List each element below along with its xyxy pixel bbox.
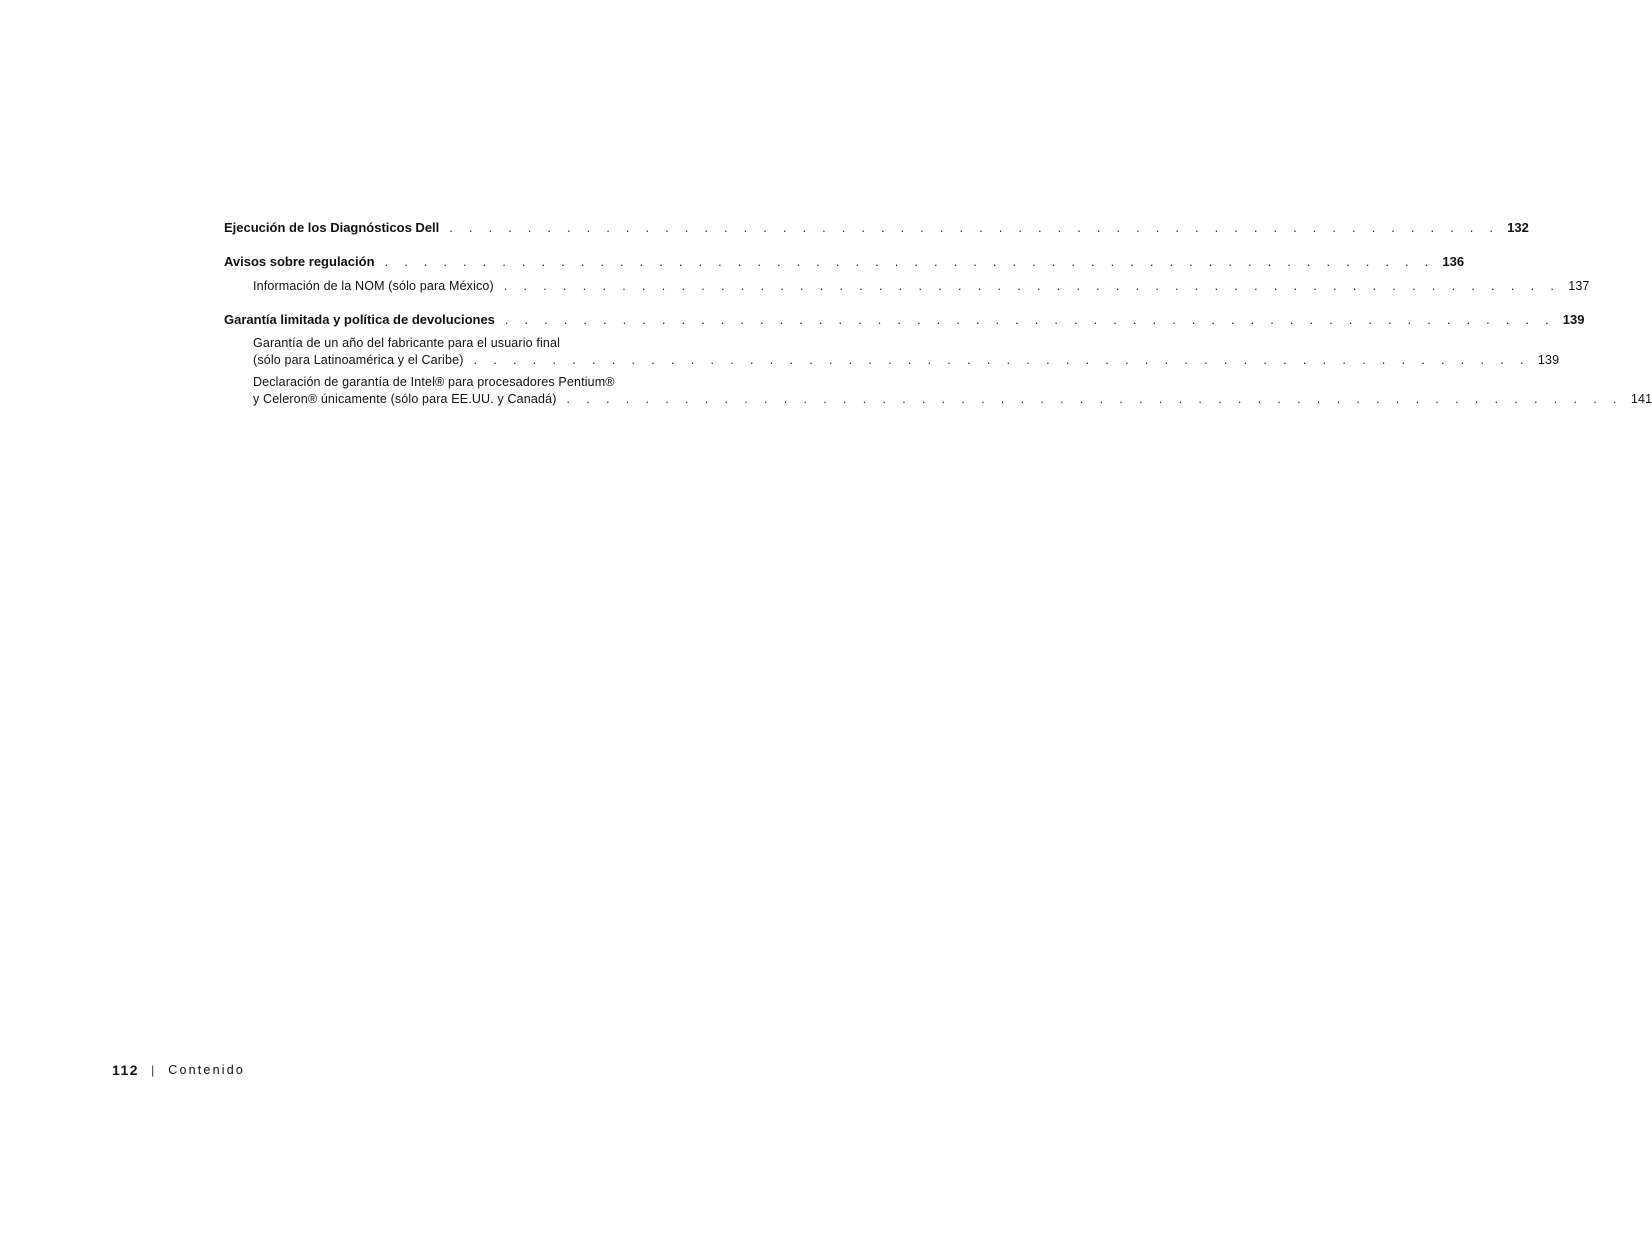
- toc-entry-title-line2: y Celeron® únicamente (sólo para EE.UU. y Canadá): [253, 392, 557, 406]
- toc-entry-diagnosticos[interactable]: [224, 218, 1529, 238]
- toc-entry-title-line1: Garantía de un año del fabricante para el usuario final: [253, 336, 561, 350]
- footer-separator: |: [151, 1063, 155, 1077]
- toc-entry-title: Información de la NOM (sólo para México): [253, 279, 494, 293]
- toc-entry-avisos[interactable]: [224, 252, 1465, 272]
- toc-leader-dots: . . . . . . . . . . . . . . . . . . . . . . . . . . . . . . . . . . . . . . . . . . . . . . . . . . . . . .: [384, 254, 1435, 269]
- toc-entry-page: 132: [1507, 220, 1529, 235]
- toc-entry-page: 139: [1562, 312, 1585, 327]
- toc-leader-dots: . . . . . . . . . . . . . . . . . . . . . . . . . . . . . . . . . . . . . . . . . . . . . . . . . . . . . .: [503, 279, 1561, 293]
- toc-entry-title: Avisos sobre regulación: [224, 254, 375, 269]
- toc-entry-title: Garantía limitada y política de devoluciones: [224, 312, 495, 327]
- page-footer: [112, 1060, 245, 1080]
- toc-entry-page: 137: [1568, 279, 1590, 293]
- toc-leader-dots: . . . . . . . . . . . . . . . . . . . . . . . . . . . . . . . . . . . . . . . . . . . . . . . . . . . . . .: [473, 353, 1530, 367]
- toc-entry-page: 139: [1537, 353, 1560, 367]
- toc-subentry-garantia-intel[interactable]: [224, 374, 1652, 408]
- toc-leader-dots: . . . . . . . . . . . . . . . . . . . . . . . . . . . . . . . . . . . . . . . . . . . . . . . . . . . . . .: [504, 312, 1555, 327]
- toc-entry-page: 136: [1442, 254, 1465, 269]
- toc-leader-dots: . . . . . . . . . . . . . . . . . . . . . . . . . . . . . . . . . . . . . . . . . . . . . . . . . . . . . .: [566, 392, 1623, 406]
- toc-subentry-nom[interactable]: [224, 278, 1590, 295]
- toc-subentry-garantia-fabricante[interactable]: [224, 335, 1560, 369]
- toc-entry-title-line1: Declaración de garantía de Intel® para procesadores Pentium®: [253, 375, 615, 389]
- section-name: Contenido: [168, 1063, 246, 1077]
- toc-leader-dots: . . . . . . . . . . . . . . . . . . . . . . . . . . . . . . . . . . . . . . . . . . . . . . . . . . . . . .: [449, 220, 1500, 235]
- toc-entry-garantia[interactable]: [224, 310, 1585, 330]
- toc-entry-page: 141: [1630, 392, 1652, 406]
- toc-entry-title-line2: (sólo para Latinoamérica y el Caribe): [253, 353, 464, 367]
- toc-entry-title: Ejecución de los Diagnósticos Dell: [224, 220, 440, 235]
- page-number: 112: [112, 1062, 140, 1078]
